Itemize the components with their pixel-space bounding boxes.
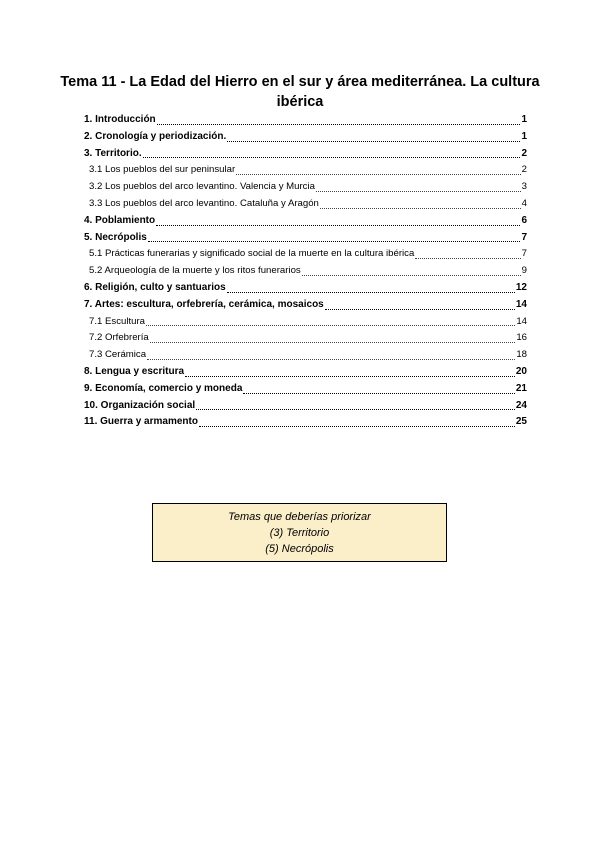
toc-entry-label: 7. Artes: escultura, orfebrería, cerámica, mosaicos: [84, 298, 324, 310]
toc-entry-label: 7.3 Cerámica: [89, 349, 147, 361]
toc-entry-page: 14: [515, 298, 527, 310]
toc-leader-dots: [143, 156, 521, 158]
toc-entry-page: 21: [515, 382, 527, 394]
document-title: Tema 11 - La Edad del Hierro en el sur y área mediterránea. La cultura ibérica: [60, 74, 540, 110]
toc-entry-label: 4. Poblamiento: [84, 214, 156, 226]
toc-leader-dots: [302, 274, 521, 276]
toc-entry-label: 1. Introducción: [84, 114, 156, 125]
toc-entry[interactable]: [84, 179, 527, 196]
toc-entry[interactable]: [84, 146, 527, 163]
priority-note-line: (5) Necrópolis: [265, 543, 334, 555]
toc-leader-dots: [227, 140, 520, 142]
table-of-contents: [84, 112, 527, 431]
toc-leader-dots: [316, 190, 521, 192]
toc-leader-dots: [199, 425, 515, 427]
toc-entry-page: 16: [516, 332, 527, 344]
toc-leader-dots: [415, 257, 520, 259]
priority-note-heading: Temas que deberías priorizar: [228, 511, 371, 523]
toc-entry[interactable]: [84, 246, 527, 263]
toc-entry[interactable]: [84, 297, 527, 314]
toc-entry-page: 1: [521, 114, 527, 125]
toc-leader-dots: [227, 291, 515, 293]
toc-entry-label: 3.2 Los pueblos del arco levantino. Valencia y Murcia: [89, 181, 315, 193]
toc-entry-page: 4: [521, 197, 527, 209]
toc-entry[interactable]: [84, 347, 527, 364]
toc-leader-dots: [150, 341, 516, 343]
toc-leader-dots: [157, 123, 521, 125]
toc-entry-page: 25: [515, 416, 527, 428]
toc-entry-page: 12: [515, 281, 527, 293]
toc-entry-label: 5. Necrópolis: [84, 231, 147, 243]
toc-entry[interactable]: [84, 314, 527, 331]
toc-entry-page: 2: [521, 164, 527, 176]
toc-entry-label: 7.1 Escultura: [89, 315, 145, 327]
priority-note-line: (3) Territorio: [269, 527, 330, 539]
toc-entry[interactable]: [84, 280, 527, 297]
toc-entry-page: 9: [521, 265, 527, 277]
toc-entry[interactable]: [84, 330, 527, 347]
toc-entry-page: 1: [521, 130, 527, 142]
toc-leader-dots: [148, 240, 521, 242]
toc-entry-label: 8. Lengua y escritura: [84, 365, 185, 377]
toc-entry[interactable]: [84, 414, 527, 431]
toc-entry[interactable]: [84, 162, 527, 179]
toc-leader-dots: [236, 173, 521, 175]
toc-entry-page: 3: [521, 181, 527, 193]
toc-leader-dots: [147, 358, 515, 360]
toc-leader-dots: [156, 224, 520, 226]
toc-entry-label: 9. Economía, comercio y moneda: [84, 382, 243, 394]
toc-leader-dots: [146, 324, 515, 326]
toc-entry-page: 24: [515, 399, 527, 411]
toc-entry-label: 11. Guerra y armamento: [84, 416, 198, 428]
toc-entry-page: 20: [515, 365, 527, 377]
toc-entry[interactable]: [84, 213, 527, 230]
toc-entry-label: 10. Organización social: [84, 399, 196, 411]
toc-leader-dots: [185, 375, 515, 377]
toc-entry-label: 3.1 Los pueblos del sur peninsular: [89, 164, 236, 176]
toc-leader-dots: [243, 392, 514, 394]
toc-entry[interactable]: [84, 364, 527, 381]
toc-entry-page: 14: [516, 315, 527, 327]
toc-entry-label: 7.2 Orfebrería: [89, 332, 149, 344]
toc-entry-page: 7: [521, 231, 527, 243]
toc-entry[interactable]: [84, 112, 527, 129]
toc-entry[interactable]: [84, 196, 527, 213]
toc-entry[interactable]: [84, 230, 527, 247]
toc-entry-page: 6: [521, 214, 527, 226]
toc-leader-dots: [325, 308, 515, 310]
toc-entry-label: 3.3 Los pueblos del arco levantino. Cataluña y Aragón: [89, 197, 319, 209]
toc-entry-page: 7: [521, 248, 527, 260]
toc-entry[interactable]: [84, 129, 527, 146]
toc-entry-page: 2: [521, 147, 527, 159]
toc-leader-dots: [196, 408, 515, 410]
toc-entry[interactable]: [84, 381, 527, 398]
toc-entry-label: 2. Cronología y periodización.: [84, 130, 227, 142]
toc-entry[interactable]: [84, 263, 527, 280]
toc-entry[interactable]: [84, 398, 527, 415]
toc-entry-label: 3. Territorio.: [84, 147, 142, 159]
toc-entry-page: 18: [516, 349, 527, 361]
priority-note: [152, 503, 447, 562]
toc-entry-label: 5.1 Prácticas funerarias y significado social de la muerte en la cultura ibérica: [89, 248, 415, 260]
toc-entry-label: 5.2 Arqueología de la muerte y los ritos funerarios: [89, 265, 301, 277]
toc-entry-label: 6. Religión, culto y santuarios: [84, 281, 226, 293]
toc-leader-dots: [320, 207, 521, 209]
